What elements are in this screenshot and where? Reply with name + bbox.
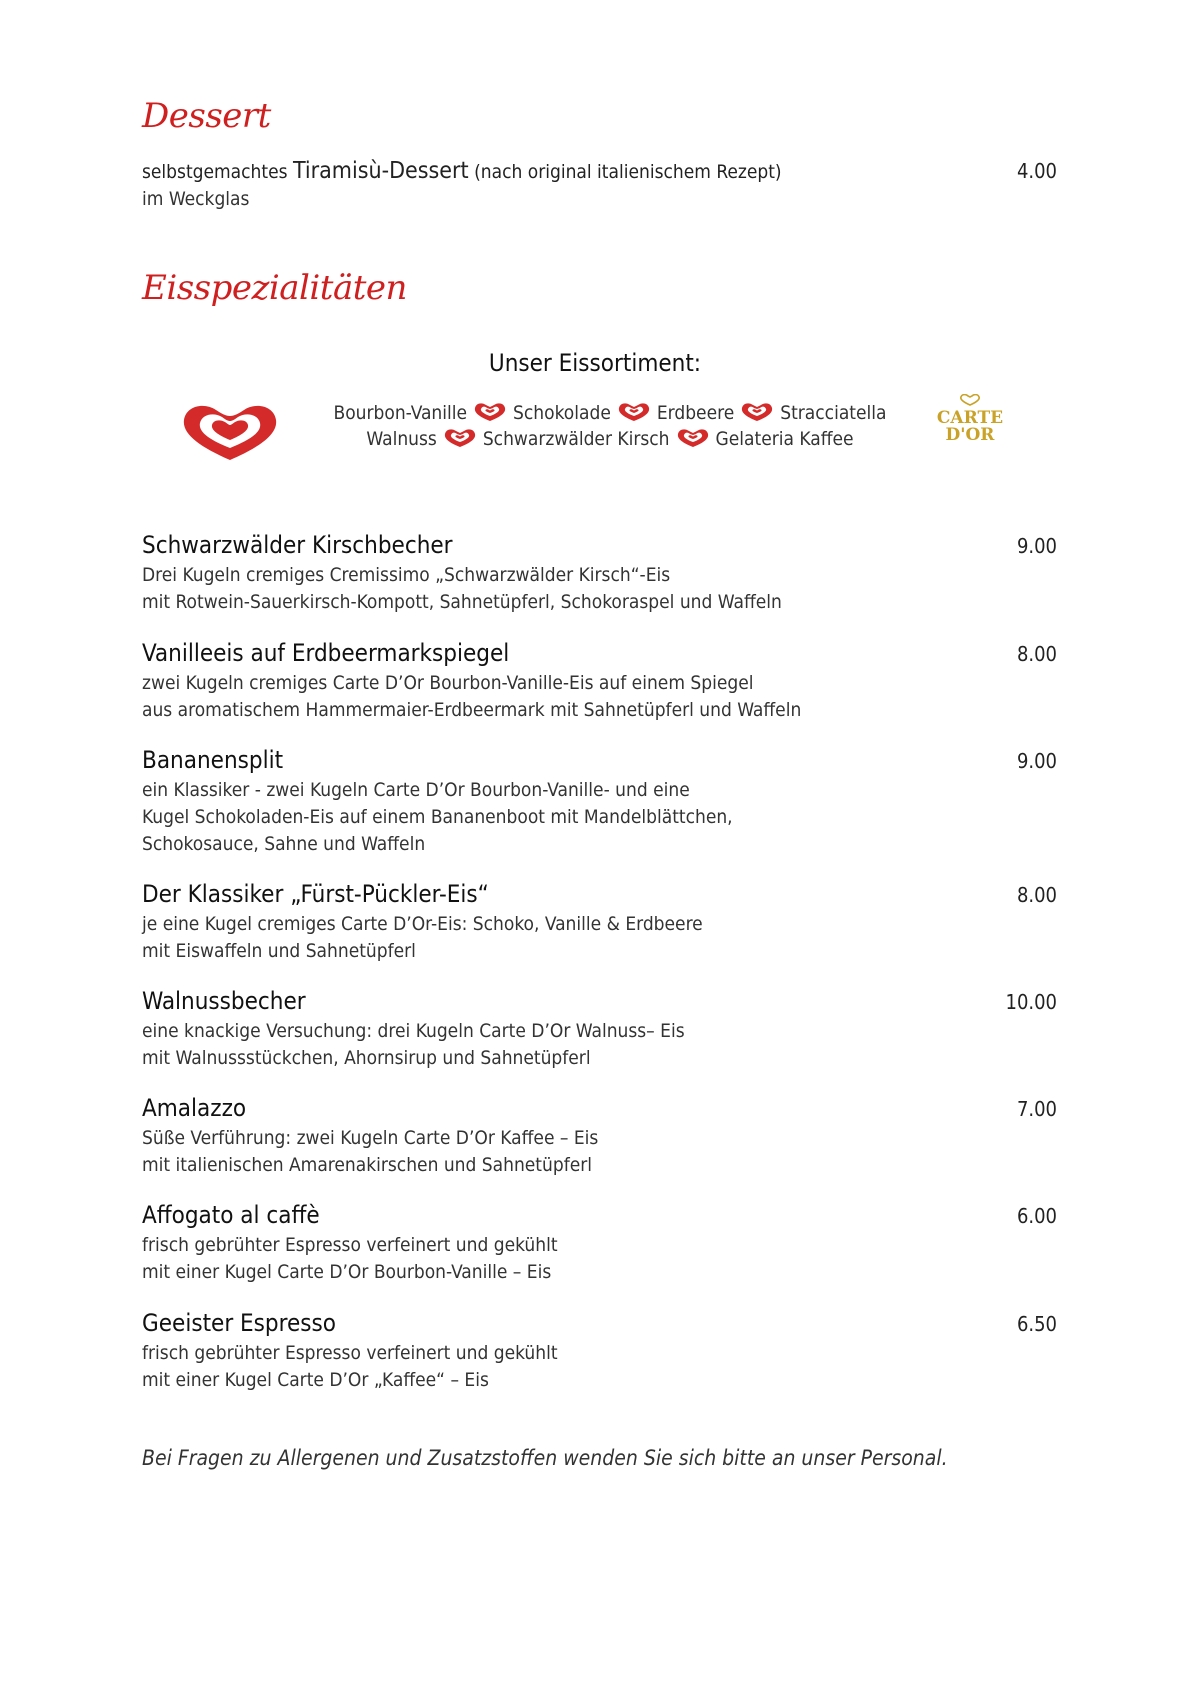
menu-item bbox=[142, 528, 1057, 616]
flavor-row-1 bbox=[300, 402, 920, 424]
menu-item bbox=[142, 743, 1057, 858]
menu-item bbox=[142, 984, 1057, 1072]
dessert-item bbox=[142, 157, 1057, 213]
item-price: 8.00 bbox=[1016, 883, 1057, 907]
flavor-name: Schokolade bbox=[513, 402, 611, 424]
item-description: mit italienischen Amarenakirschen und Sahnetüpferl bbox=[142, 1154, 592, 1176]
item-price: 9.00 bbox=[1016, 749, 1057, 773]
carte-dor-logo bbox=[930, 393, 1010, 453]
heart-separator-icon bbox=[617, 402, 651, 422]
heart-separator-icon bbox=[473, 402, 507, 422]
item-description: aus aromatischem Hammermaier-Erdbeermark mit Sahnetüpferl und Waffeln bbox=[142, 699, 802, 721]
item-name: Bananensplit bbox=[142, 746, 284, 774]
item-description: mit Eiswaffeln und Sahnetüpferl bbox=[142, 940, 416, 962]
dessert-price: 4.00 bbox=[1016, 159, 1057, 183]
item-name: Der Klassiker „Fürst-Pückler-Eis“ bbox=[142, 880, 489, 908]
flavor-name: Schwarzwälder Kirsch bbox=[482, 428, 670, 450]
menu-item bbox=[142, 1198, 1057, 1286]
dessert-suffix: (nach original italienischem Rezept) bbox=[474, 161, 782, 183]
dessert-heading: Dessert bbox=[142, 96, 271, 136]
carte-dor-line1: CARTE bbox=[936, 408, 1004, 428]
ice-heading: Eisspezialitäten bbox=[142, 268, 407, 308]
flavor-name: Gelateria Kaffee bbox=[715, 428, 854, 450]
flavor-name: Walnuss bbox=[366, 428, 437, 450]
menu-item bbox=[142, 877, 1057, 965]
flavor-name: Stracciatella bbox=[780, 402, 887, 424]
item-name: Schwarzwälder Kirschbecher bbox=[142, 531, 453, 559]
item-description: ein Klassiker - zwei Kugeln Carte D’Or Bourbon-Vanille- und eine bbox=[142, 779, 690, 801]
item-name: Affogato al caffè bbox=[142, 1201, 320, 1229]
allergen-note: Bei Fragen zu Allergenen und Zusatzstoffen wenden Sie sich bitte an unser Personal. bbox=[142, 1446, 948, 1470]
item-price: 6.50 bbox=[1016, 1312, 1057, 1336]
dessert-prefix: selbstgemachtes bbox=[142, 161, 288, 183]
item-description: je eine Kugel cremiges Carte D’Or-Eis: Schoko, Vanille & Erdbeere bbox=[142, 913, 703, 935]
menu-item bbox=[142, 636, 1057, 724]
item-description: mit einer Kugel Carte D’Or Bourbon-Vanille – Eis bbox=[142, 1261, 552, 1283]
item-description: Süße Verführung: zwei Kugeln Carte D’Or Kaffee – Eis bbox=[142, 1127, 599, 1149]
item-description: Kugel Schokoladen-Eis auf einem Bananenboot mit Mandelblättchen, bbox=[142, 806, 733, 828]
item-description: mit einer Kugel Carte D’Or „Kaffee“ – Eis bbox=[142, 1369, 489, 1391]
carte-dor-line2: D'OR bbox=[945, 425, 995, 445]
flavor-name: Bourbon-Vanille bbox=[333, 402, 468, 424]
item-description: frisch gebrühter Espresso verfeinert und gekühlt bbox=[142, 1342, 558, 1364]
flavor-row-2 bbox=[300, 428, 920, 450]
heart-separator-icon bbox=[740, 402, 774, 422]
item-name: Vanilleeis auf Erdbeermarkspiegel bbox=[142, 639, 510, 667]
item-name: Walnussbecher bbox=[142, 987, 306, 1015]
heart-separator-icon bbox=[676, 428, 710, 448]
dessert-description: im Weckglas bbox=[142, 188, 250, 210]
flavor-name: Erdbeere bbox=[656, 402, 735, 424]
item-description: mit Rotwein-Sauerkirsch-Kompott, Sahnetüpferl, Schokoraspel und Waffeln bbox=[142, 591, 782, 613]
item-price: 7.00 bbox=[1016, 1097, 1057, 1121]
item-description: frisch gebrühter Espresso verfeinert und gekühlt bbox=[142, 1234, 558, 1256]
carte-dor-heart-icon bbox=[959, 394, 981, 406]
item-description: eine knackige Versuchung: drei Kugeln Carte D’Or Walnuss– Eis bbox=[142, 1020, 685, 1042]
heart-brand-logo bbox=[180, 402, 280, 462]
item-description: Drei Kugeln cremiges Cremissimo „Schwarzwälder Kirsch“-Eis bbox=[142, 564, 671, 586]
dessert-name: Tiramisù-Dessert bbox=[292, 158, 469, 184]
item-price: 9.00 bbox=[1016, 534, 1057, 558]
menu-item bbox=[142, 1306, 1057, 1394]
item-price: 6.00 bbox=[1016, 1204, 1057, 1228]
item-description: zwei Kugeln cremiges Carte D’Or Bourbon-Vanille-Eis auf einem Spiegel bbox=[142, 672, 754, 694]
heart-separator-icon bbox=[443, 428, 477, 448]
item-name: Amalazzo bbox=[142, 1094, 247, 1122]
item-name: Geeister Espresso bbox=[142, 1309, 336, 1337]
assortment-title: Unser Eissortiment: bbox=[488, 349, 702, 377]
item-description: Schokosauce, Sahne und Waffeln bbox=[142, 833, 426, 855]
item-price: 10.00 bbox=[1005, 990, 1057, 1014]
item-price: 8.00 bbox=[1016, 642, 1057, 666]
menu-item bbox=[142, 1091, 1057, 1179]
item-description: mit Walnussstückchen, Ahornsirup und Sahnetüpferl bbox=[142, 1047, 591, 1069]
